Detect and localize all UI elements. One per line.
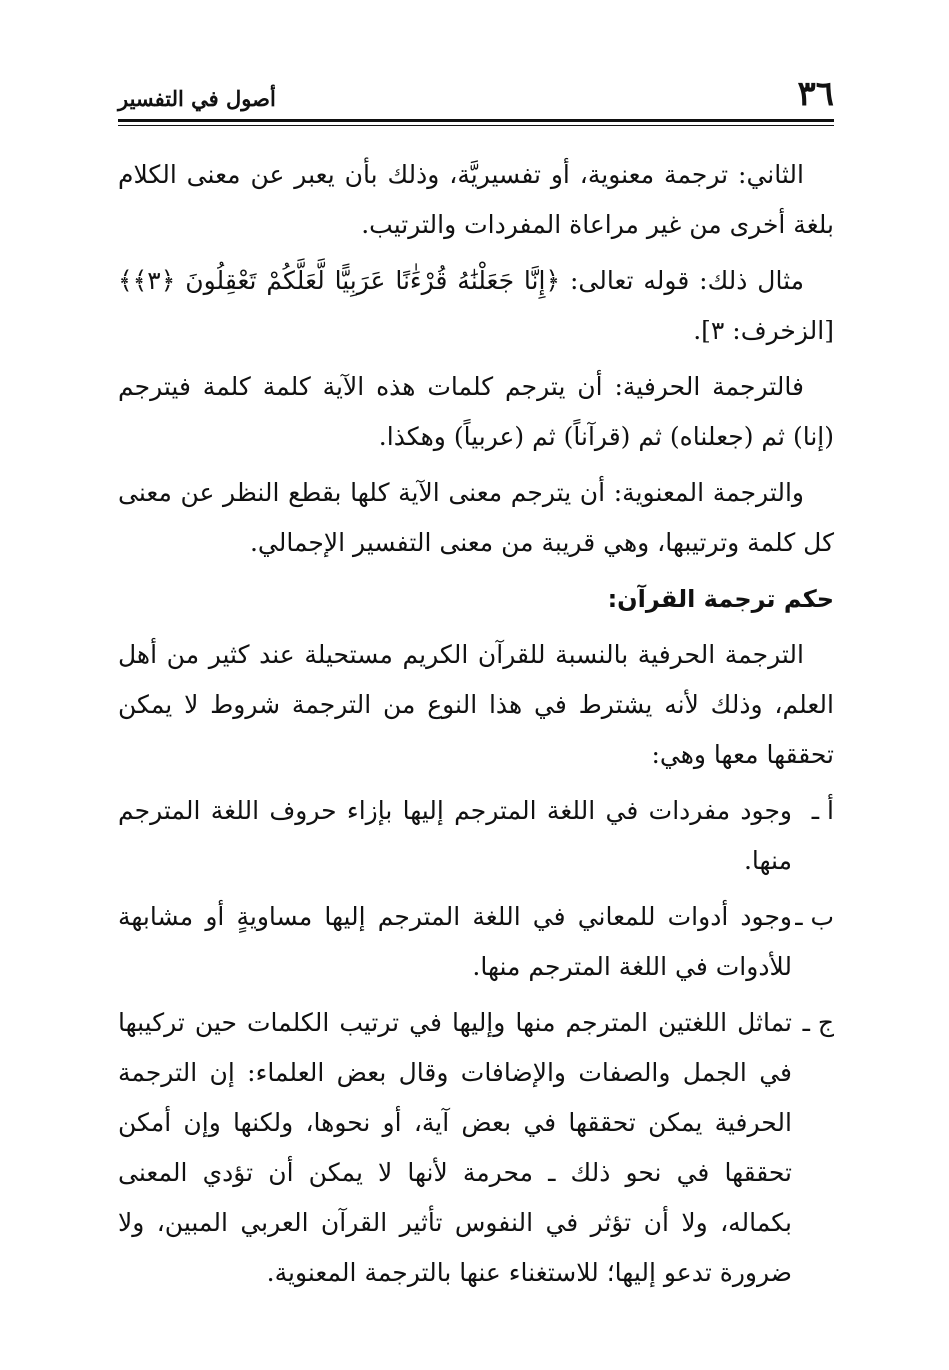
list-item-text: تماثل اللغتين المترجم منها وإليها في ترتيب الكلمات حين تركيبها في الجمل والصفات والإضافات وقال بعض العلماء: إن الترجمة الحرفية يمكن تحققها في بعض آية، أو نحوها، ولكنها وإن أمكن تحققها في نحو ذلك ـ محرمة لأنها لا يمكن أن تؤدي المعنى بكماله، ولا أن تؤثر في النفوس تأثير القرآن العربي المبين، ولا ضرورة تدعو إليها؛ للاستغناء عنها بالترجمة المعنوية.: [118, 1008, 792, 1287]
list-item: [118, 998, 834, 1298]
section-heading: حكم ترجمة القرآن:: [607, 585, 834, 613]
running-title: أصول في التفسير: [118, 86, 276, 111]
list-item-marker: أ ـ: [811, 796, 834, 825]
list-item-marker: ج ـ: [802, 1008, 834, 1037]
paragraph-second-type: الثاني: ترجمة معنوية، أو تفسيريَّة، وذلك بأن يعبر عن معنى الكلام بلغة أخرى من غير مراعاة المفردات والترتيب.: [118, 160, 834, 239]
paragraph-meaning-translation: والترجمة المعنوية: أن يترجم معنى الآية كلها بقطع النظر عن معنى كل كلمة وترتيبها، وهي قريبة من معنى التفسير الإجمالي.: [118, 478, 834, 557]
list-item-text: وجود مفردات في اللغة المترجم إليها بإزاء حروف اللغة المترجم منها.: [118, 796, 792, 875]
paragraph-literal-translation: فالترجمة الحرفية: أن يترجم كلمات هذه الآية كلمة كلمة فيترجم (إنا) ثم (جعلناه) ثم (قرآناً) ثم (عربياً) وهكذا.: [118, 372, 834, 451]
paragraph-ruling: الترجمة الحرفية بالنسبة للقرآن الكريم مستحيلة عند كثير من أهل العلم، وذلك لأنه يشترط في هذا النوع من الترجمة شروط لا يمكن تحققها معها وهي:: [118, 640, 834, 769]
list-item: [118, 892, 834, 992]
paragraph-example: [118, 256, 834, 356]
quran-verse: ﴿إِنَّا جَعَلْنَٰهُ قُرْءَٰنًا عَرَبِيًّا لَّعَلَّكُمْ تَعْقِلُونَ ﴿٣﴾﴾: [118, 266, 561, 295]
list-item-marker: ب ـ: [795, 902, 834, 931]
page-body: [118, 150, 834, 1304]
header-rule-thick: [118, 119, 834, 122]
list-item-text: وجود أدوات للمعاني في اللغة المترجم إليها مساويةٍ أو مشابهة للأدوات في اللغة المترجم منها.: [118, 902, 792, 981]
list-item: [118, 786, 834, 886]
page-number: ٣٦: [797, 74, 834, 114]
verse-reference: [الزخرف: ٣].: [693, 316, 834, 345]
example-intro: مثال ذلك: قوله تعالى:: [570, 266, 805, 295]
header-rule-thin: [118, 125, 834, 126]
page-header: [118, 74, 834, 124]
